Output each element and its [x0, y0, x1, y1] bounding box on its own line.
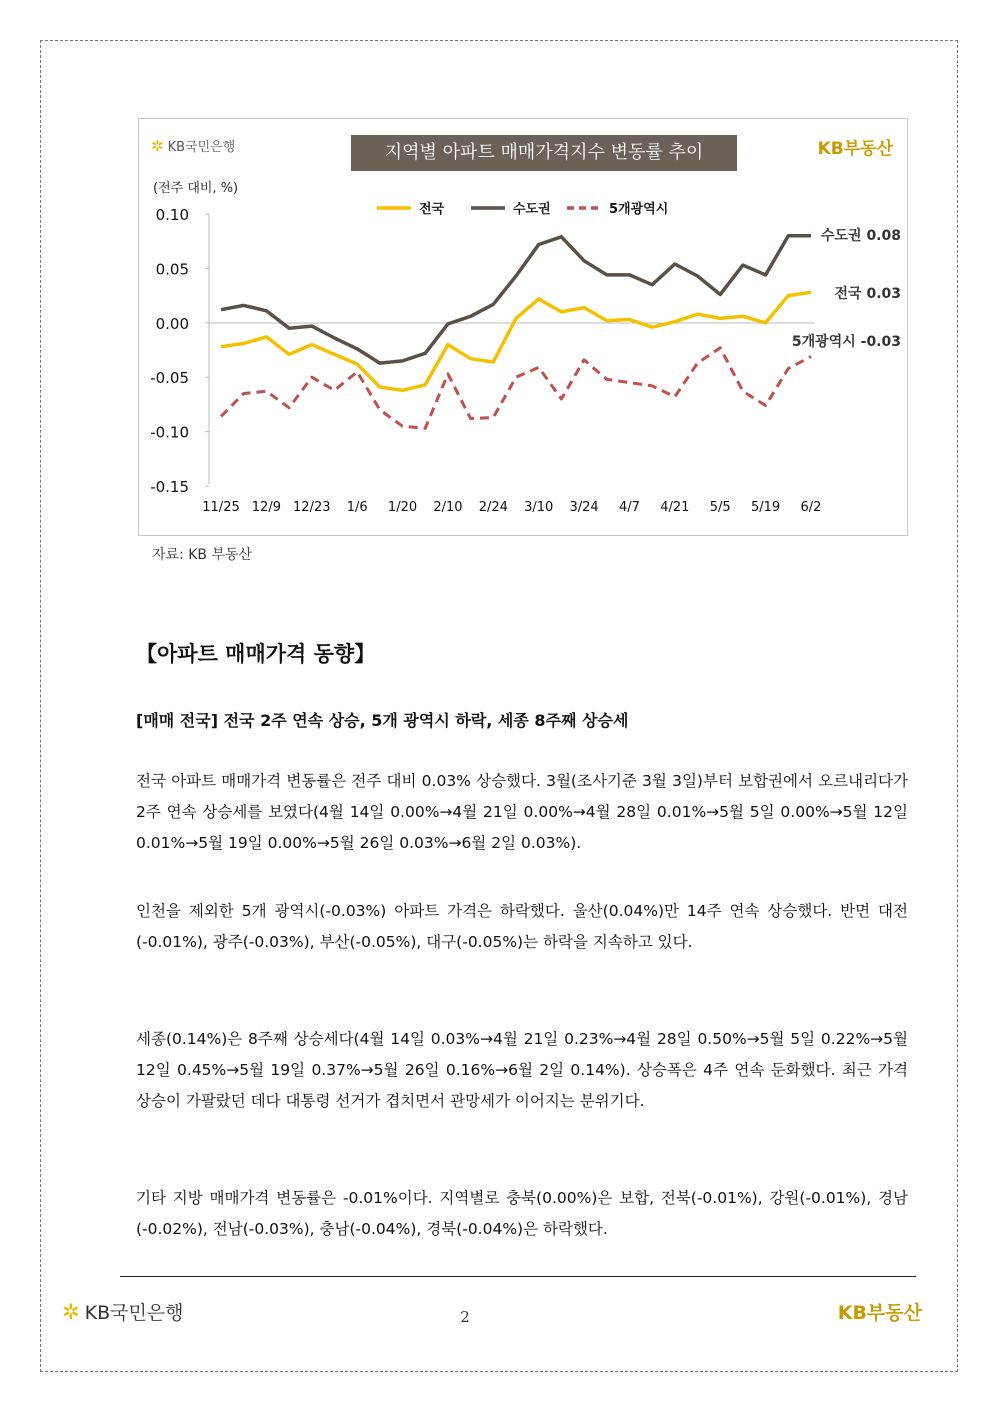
- x-tick-label: 4/7: [619, 500, 640, 515]
- footer-kb-bank-logo: [62, 1298, 184, 1325]
- x-tick-label: 12/23: [293, 500, 331, 515]
- series-line-5개광역시: [221, 348, 811, 429]
- x-tick-label: 5/5: [709, 500, 731, 515]
- kb-star-icon: ✲: [151, 136, 164, 155]
- series-end-label: 5개광역시 -0.03: [791, 334, 901, 350]
- paragraph-other-regions: 기타 지방 매매가격 변동률은 -0.01%이다. 지역별로 충북(0.00%)은 보합, 전북(-0.01%), 강원(-0.01%), 경남(-0.02%), 전남(-0.03%), 충남(-0.04%), 경북(-0.04%)은 하락했다.: [136, 1189, 908, 1238]
- footer-kb-real-estate-logo: KB부동산: [837, 1302, 922, 1324]
- x-tick-label: 3/24: [569, 500, 599, 515]
- y-tick-label: -0.05: [150, 369, 189, 388]
- series-end-label: 수도권 0.08: [821, 228, 901, 244]
- chart-panel: [138, 118, 908, 536]
- chart-title: 지역별 아파트 매매가격지수 변동률 추이: [351, 135, 737, 171]
- x-tick-label: 2/10: [433, 500, 463, 515]
- footer-logo-text: KB국민은행: [84, 1302, 184, 1324]
- kb-real-estate-logo: KB부동산: [817, 139, 893, 159]
- y-tick-label: -0.15: [150, 478, 189, 496]
- y-tick-label: -0.10: [150, 423, 189, 442]
- chart-source: 자료: KB 부동산: [152, 547, 253, 563]
- x-tick-label: 2/24: [478, 500, 508, 515]
- y-unit-label: (전주 대비, %): [153, 181, 239, 196]
- y-tick-label: 0.05: [155, 260, 189, 279]
- x-tick-label: 5/19: [751, 500, 781, 515]
- legend-label: 5개광역시: [609, 202, 669, 217]
- section-title: 【아파트 매매가격 동향】: [136, 642, 376, 666]
- x-tick-label: 11/25: [202, 500, 240, 515]
- subheadline: [매매 전국] 전국 2주 연속 상승, 5개 광역시 하락, 세종 8주째 상승세: [136, 711, 629, 730]
- legend-label: 전국: [419, 202, 445, 217]
- x-tick-label: 1/6: [346, 500, 368, 515]
- x-tick-label: 1/20: [387, 500, 418, 515]
- y-tick-label: 0.10: [155, 206, 189, 224]
- series-end-label: 전국 0.03: [834, 286, 901, 302]
- kb-bank-logo-text: KB국민은행: [167, 140, 236, 155]
- footer-divider: [120, 1276, 916, 1277]
- x-tick-label: 12/9: [251, 500, 281, 515]
- paragraph-metro-cities: 인천을 제외한 5개 광역시(-0.03%) 아파트 가격은 하락했다. 울산(0.04%)만 14주 연속 상승했다. 반면 대전(-0.01%), 광주(-0.03%), 부산(-0.05%), 대구(-0.05%)는 하락을 지속하고 있다.: [136, 902, 908, 951]
- x-tick-label: 6/2: [800, 500, 822, 515]
- paragraph-national: 전국 아파트 매매가격 변동률은 전주 대비 0.03% 상승했다. 3월(조사기준 3월 3일)부터 보합권에서 오르내리다가 2주 연속 상승세를 보였다(4월 14일 0.00%→4월 21일 0.00%→4월 28일 0.01%→5월 5일 0.00%→5월 12일 0.01%→5월 19일 0.00%→5월 26일 0.03%→6월 2일 0.03%).: [136, 772, 908, 852]
- line-chart: [139, 119, 909, 537]
- kb-star-icon: ✲: [62, 1299, 80, 1324]
- x-tick-label: 3/10: [524, 500, 554, 515]
- page-number: 2: [460, 1308, 470, 1326]
- y-tick-label: 0.00: [155, 314, 189, 333]
- paragraph-sejong: 세종(0.14%)은 8주째 상승세다(4월 14일 0.03%→4월 21일 0.23%→4월 28일 0.50%→5월 5일 0.22%→5월 12일 0.45%→5월 19일 0.37%→5월 26일 0.16%→6월 2일 0.14%). 상승폭은 4주 연속 둔화했다. 최근 가격 상승이 가팔랐던 데다 대통령 선거가 겹치면서 관망세가 이어지는 분위기다.: [136, 1030, 908, 1110]
- x-tick-label: 4/21: [660, 500, 690, 515]
- legend-label: 수도권: [513, 202, 551, 217]
